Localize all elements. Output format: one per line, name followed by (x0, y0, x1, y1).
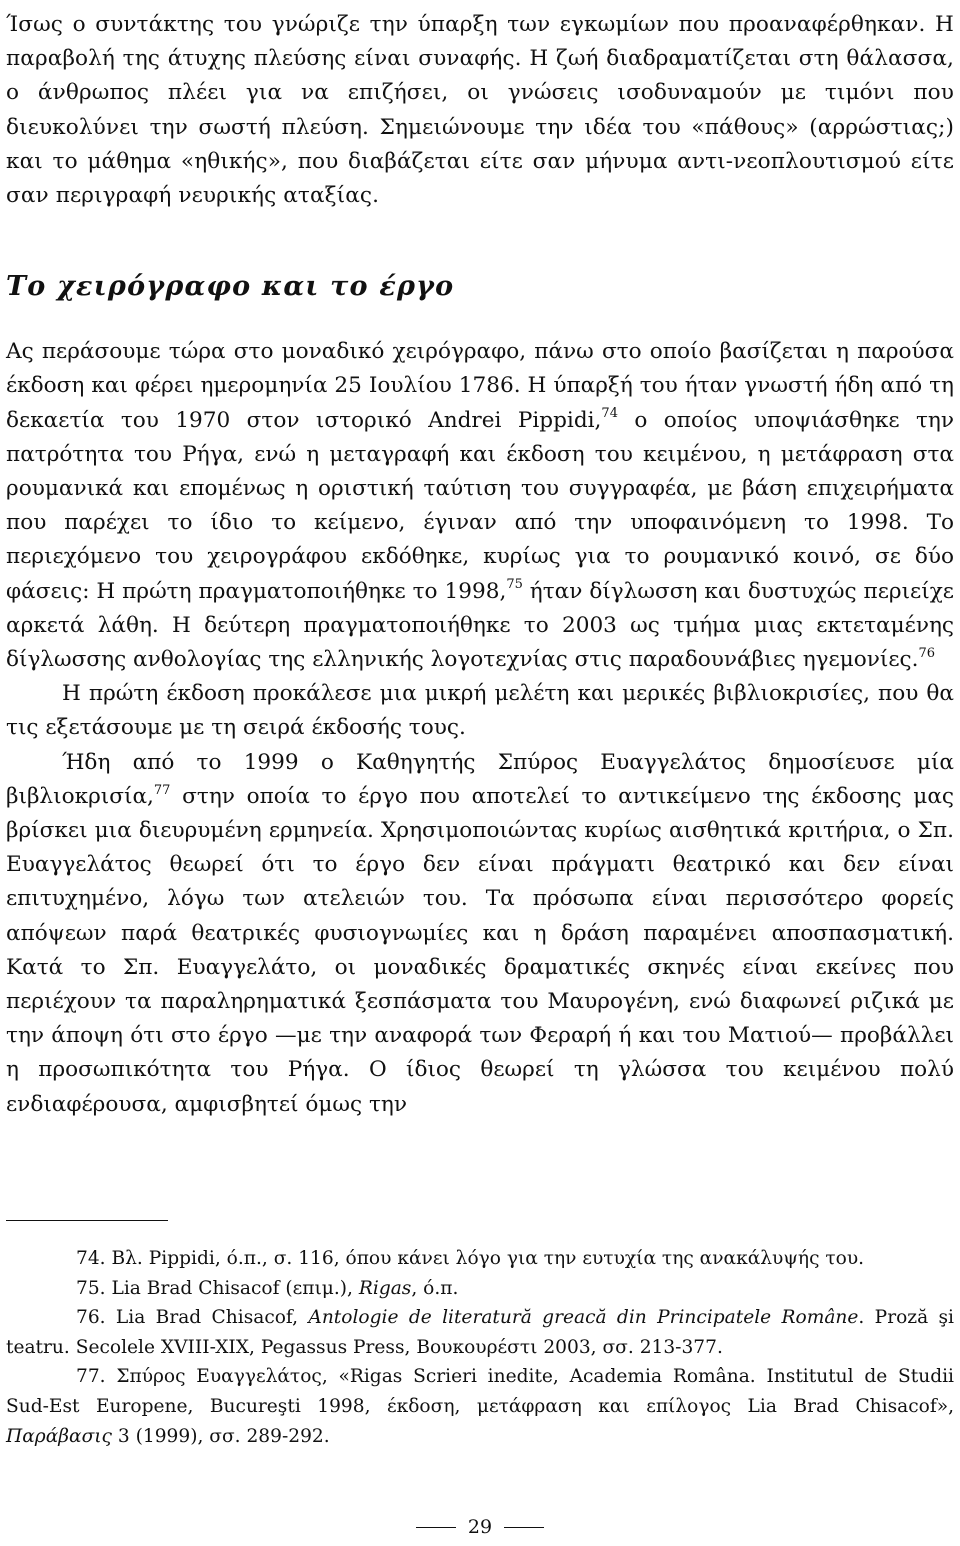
page-number-dash-right (504, 1527, 544, 1528)
page-number: 29 (467, 1516, 493, 1538)
footnote-75 (6, 1274, 954, 1304)
page-number-dash-left (416, 1527, 456, 1528)
footnote-number: 77. (76, 1366, 106, 1388)
footnote-number: 75. (76, 1277, 106, 1299)
manuscript-text-1: Ας περάσουμε τώρα στο μοναδικό χειρόγραφο, πάνω στο οποίο βασίζεται η παρούσα έκδοση και φέρει ημερομηνία 25 Ιουλίου 1786. Η ύπαρξή του ήταν γνωστή ήδη από τη δεκαετία του 1970 στον ιστορικό Andrei Pippidi, (6, 339, 954, 433)
review-paragraph (6, 746, 954, 1122)
footnote-text: , ό.π. (411, 1277, 459, 1299)
footnote-ref-76[interactable]: 76 (918, 645, 936, 661)
footnote-ref-74[interactable]: 74 (601, 406, 618, 422)
footnotes (6, 1244, 954, 1451)
manuscript-text-3: ήταν δίγλωσση και δυστυχώς περιείχε αρκετά λάθη. Η δεύτερη πραγματοποιήθηκε το 2003 ως τμήμα μιας εκτεταμένης δίγλωσσης ανθολογίας της ελληνικής λογοτεχνίας στις παραδουνάβιες ηγεμονίες. (6, 578, 954, 673)
manuscript-text-2: ο οποίος υποψιάσθηκε την πατρότητα του Ρήγα, ενώ η μεταγραφή και έκδοση του κειμένου, η μετάφραση στα ρουμανικά και επομένως η οριστική ταύτιση του συγγραφέα, με βάση επιχειρήματα που παρέχει το ίδιο το κείμενο, έγιναν από την υποφαινόμενη το 1998. Το περιεχόμενο του χειρογράφου εκδόθηκε, κυρίως για το ρουμανικό κοινό, σε δύο φάσεις: Η πρώτη πραγματοποιήθηκε το 1998, (6, 407, 954, 604)
footnote-text: Lia Brad Chisacof, (105, 1307, 309, 1329)
footnote-italic-title: Antologie de literatură greacă din Principatele Române (308, 1307, 859, 1329)
footnote-italic-title: Rigas (358, 1277, 412, 1299)
review-text-1: Ήδη από το 1999 ο Καθηγητής Σπύρος Ευαγγελάτος δημοσίευσε μία βιβλιοκρισία, (6, 749, 954, 809)
opening-paragraph: Ίσως ο συντάκτης του γνώριζε την ύπαρξη των εγκωμίων που προαναφέρθηκαν. Η παραβολή της άτυχης πλεύσης είναι συναφής. Η ζωή διαδραματίζεται στη θάλασσα, ο άνθρωπος πλέει για να επιζήσει, οι γνώσεις ισοδυναμούν με τιμόνι που διευκολύνει την σωστή πλεύση. Σημειώνουμε την ιδέα του «πάθους» (αρρώστιας;) και το μάθημα «ηθικής», που διαβάζεται είτε σαν μήνυμα αντι-νεοπλουτισμού είτε σαν περιγραφή νευρικής αταξίας. (6, 12, 954, 209)
section-heading: Το χειρόγραφο και το έργο (6, 271, 455, 303)
page-body (6, 0, 954, 1538)
footnote-77 (6, 1362, 954, 1451)
footnote-76 (6, 1303, 954, 1362)
footnote-italic-title: Παράβασις (6, 1425, 112, 1447)
footnote-text: Σπύρος Ευαγγελάτος, «Rigas Scrieri inedite, Academia Româna. Institutul de Studii Sud-Est Europene, Bucureşti 1998, έκδοση, μετάφραση και επίλογος Lia Brad Chisacof», (6, 1366, 954, 1417)
footnote-text: . Proză şi teatru. Secolele XVIII-XIX, Pegassus Press, Βουκουρέστι 2003, σσ. 213-377. (6, 1307, 954, 1358)
footnote-ref-75[interactable]: 75 (506, 577, 523, 593)
footnote-text: 3 (1999), σσ. 289-292. (111, 1425, 330, 1447)
footnote-text: Βλ. Pippidi, ό.π., σ. 116, όπου κάνει λόγο για την ευτυχία της ανακάλυψής του. (105, 1248, 865, 1269)
first-edition-paragraph: Η πρώτη έκδοση προκάλεσε μια μικρή μελέτη και μερικές βιβλιοκρισίες, που θα τις εξετάσουμε με τη σειρά έκδοσής τους. (6, 681, 954, 741)
footnote-ref-77[interactable]: 77 (153, 782, 171, 798)
footnote-74 (6, 1244, 954, 1274)
footnote-text: Lia Brad Chisacof (επιμ.), (105, 1277, 359, 1299)
footnote-number: 76. (76, 1307, 106, 1329)
footnote-separator (6, 1220, 168, 1221)
footnote-number: 74. (76, 1248, 106, 1269)
review-text-2: στην οποία το έργο που αποτελεί το αντικείμενο της έκδοσης μας βρίσκει μια διευρυμένη ερμηνεία. Χρησιμοποιώντας κυρίως αισθητικά κριτήρια, ο Σπ. Ευαγγελάτος θεωρεί ότι το έργο δεν είναι πράγματι θεατρικό και δεν είναι επιτυχημένο, λόγω των ατελειών του. Τα πρόσωπα είναι περισσότερο φορείς απόψεων παρά θεατρικές φυσιογνωμίες και η δράση παραμένει αποσπασματική. Κατά το Σπ. Ευαγγελάτο, οι μοναδικές δραματικές σκηνές είναι εκείνες που περιέχουν τα παραληρηματικά ξεσπάσματα του Μαυρογένη, ενώ διαφωνεί ριζικά με την άποψη ότι στο έργο —με την αναφορά των Φεραρή ή και του Ματιού— προβάλλει η προσωπικότητα του Ρήγα. Ο ίδιος θεωρεί τη γλώσσα του κειμένου πολύ ενδιαφέρουσα, αμφισβητεί όμως την (6, 783, 954, 1117)
manuscript-paragraph (6, 335, 954, 677)
page-number-block (6, 1516, 954, 1538)
